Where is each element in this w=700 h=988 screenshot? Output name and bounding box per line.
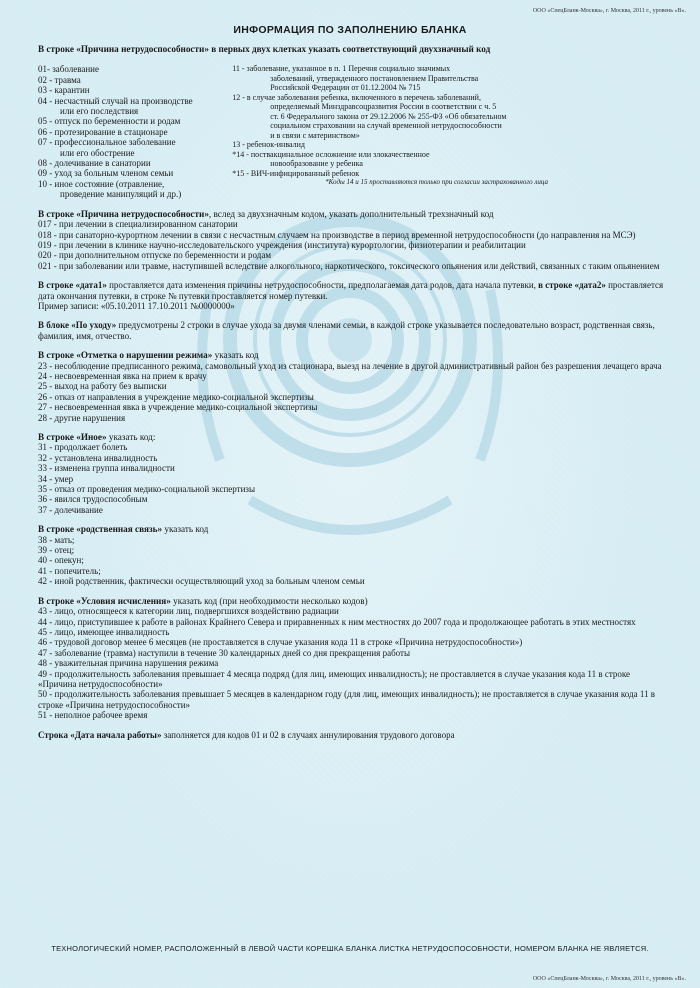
section-relation <box>38 524 668 586</box>
section-heading: В строке «Условия исчисления» указать код (при необходимости несколько кодов) <box>38 595 368 606</box>
reason-codes-left <box>38 64 226 199</box>
code-item: 019 - при лечении в клинике научно-исследовательского учреждения (института) курортологии, физиотерапии и реабилитации <box>38 239 526 250</box>
code-item: 49 - продолжительность заболевания превышает 4 месяца подряд (для лиц, имеющих инвалидность); не проставляется в случае указания кода 11 в строке «Причина нетрудоспособности» <box>38 668 631 689</box>
reason-code-item: 04 - несчастный случай на производстве <box>38 95 193 106</box>
code-item: 020 - при дополнительном отпуске по беременности и родам <box>38 250 272 261</box>
section-other <box>38 432 668 515</box>
printer-note-top: ООО «СпецБланк-Москва», г. Москва, 2011 г., уровень «В». <box>532 8 686 14</box>
code-item: 23 - несоблюдение предписанного режима, самовольный уход из стационара, выезд на лечение в другой административный район без разрешения лечащего врача <box>38 360 662 371</box>
reason-code-item: ст. 6 Федерального закона от 29.12.2006 № 255-ФЗ «Об обязательном <box>270 111 507 121</box>
code-item: 021 - при заболевании или травме, наступившей вследствие алкогольного, наркотического, токсического опьянения или действий, связанных с таким опьянением <box>38 260 660 271</box>
code-item: 48 - уважительная причина нарушения режима <box>38 658 219 669</box>
code-item: 43 - лицо, относящееся к категории лиц, подвергшихся воздействию радиации <box>38 606 339 617</box>
reason-code-item: 01- заболевание <box>38 64 99 75</box>
reason-code-item: 02 - травма <box>38 74 81 85</box>
reason-code-item: проведение манипуляций и др.) <box>60 189 182 200</box>
section-heading: В строке «Иное» указать код: <box>38 432 156 442</box>
reason-code-item: 05 - отпуск по беременности и родам <box>38 116 181 127</box>
reason-code-item: *14 - поствакцинальное осложнение или злокачественное <box>232 149 430 159</box>
code-item: 28 - другие нарушения <box>38 412 126 423</box>
code-item: 34 - умер <box>38 473 74 484</box>
code-item: 31 - продолжает болеть <box>38 442 128 453</box>
codes-footnote: *Коды 14 и 15 проставляются только при согласии застрахованного лица <box>325 178 548 187</box>
section-care: В блоке «По уходу» предусмотрены 2 строки в случае ухода за двумя членами семьи, в каждой строке указывается последовательно возраст, родственная связь, фамилия, имя, отчество. <box>38 320 655 341</box>
code-item: 42 - иной родственник, фактически осуществляющий уход за больным членом семьи <box>38 576 365 587</box>
footer-note: ТЕХНОЛОГИЧЕСКИЙ НОМЕР, РАСПОЛОЖЕННЫЙ В ЛЕВОЙ ЧАСТИ КОРЕШКА БЛАНКА ЛИСТКА НЕТРУДОСПОСОБНОСТИ, НОМЕРОМ БЛАНКА НЕ ЯВЛЯЕТСЯ. <box>51 944 649 953</box>
code-item: 32 - установлена инвалидность <box>38 452 158 463</box>
other-code-list <box>38 442 668 515</box>
code-item: 33 - изменена группа инвалидности <box>38 463 175 474</box>
code-item: 27 - несвоевременная явка в учреждение медико-социальной экспертизы <box>38 402 318 413</box>
section-regime-violation <box>38 350 668 423</box>
reason-code-item: заболеваний, утвержденного постановлением Правительства <box>270 73 479 83</box>
regime-code-list <box>38 361 668 423</box>
reason-code-item: 12 - в случае заболевания ребенка, включенного в перечень заболеваний, <box>232 92 481 102</box>
code-item: 25 - выход на работу без выписки <box>38 381 167 392</box>
code-item: 26 - отказ от направления в учреждение медико-социальной экспертизы <box>38 391 314 402</box>
code-item: 37 - долечивание <box>38 504 103 515</box>
reason-code-item: *15 - ВИЧ-инфицированный ребенок <box>232 168 360 178</box>
reason-code-item: 06 - протезирование в стационаре <box>38 126 168 137</box>
reason-code-item: или его последствия <box>60 106 139 117</box>
code-item: 50 - продолжительность заболевания превышает 5 месяцев в календарном году (для лиц, имеющих инвалидность); не проставляется в случае указания кода 11 в строке «Причина нетрудоспособности» <box>38 689 656 710</box>
reason-code-item: 09 - уход за больным членом семьи <box>38 168 174 179</box>
code-item: 40 - опекун; <box>38 555 84 566</box>
reason-code-item: определяемый Минздравсоцразвития России в соответствии с ч. 5 <box>270 102 497 112</box>
reason-codes-right <box>226 64 668 199</box>
instructions-body <box>38 44 668 749</box>
code-item: 51 - неполное рабочее время <box>38 710 148 721</box>
section-disability-reason <box>38 44 668 200</box>
reason-code-item: 03 - карантин <box>38 85 90 96</box>
reason-code-item: и в связи с материнством» <box>270 130 360 140</box>
section-heading: В строке «Причина нетрудоспособности» в первых двух клетках указать соответствующий двухзначный код <box>38 44 491 54</box>
additional-code-list <box>38 219 668 271</box>
reason-code-item: или его обострение <box>60 147 135 158</box>
reason-code-item: новообразование у ребенка <box>270 159 363 169</box>
code-item: 41 - попечитель; <box>38 565 101 576</box>
section-additional-code <box>38 209 668 271</box>
reason-code-item: социальном страховании на случай временной нетрудоспособности <box>270 121 502 131</box>
reason-code-item: 11 - заболевание, указанное в п. 1 Перечня социально значимых <box>232 64 451 74</box>
example-line: Пример записи: «05.10.2011 17.10.2011 №0000000» <box>38 300 235 311</box>
code-item: 017 - при лечении в специализированном санатории <box>38 219 238 230</box>
code-item: 47 - заболевание (травма) наступили в течение 30 календарных дней со дня прекращения работы <box>38 647 411 658</box>
section-heading: В строке «Причина нетрудоспособности», вслед за двухзначным кодом, указать дополнительный трехзначный код <box>38 208 494 219</box>
reason-code-item: 08 - долечивание в санатории <box>38 158 151 169</box>
code-item: 018 - при санаторно-курортном лечении в связи с несчастным случаем на производстве в период временной нетрудоспособности (до направления на МСЭ) <box>38 229 636 240</box>
section-dates: В строке «дата1» проставляется дата изменения причины нетрудоспособности, предполагаемая дата родов, дата начала путевки, в строке «дата2» проставляется дата окончания путевки, в строке № путевки проставляется номер путевки. Пример записи: «05.10.2011 17.10.2011 №0000000» <box>38 280 668 311</box>
code-item: 24 - несвоевременная явка на прием к врачу <box>38 370 207 381</box>
calc-code-list <box>38 606 668 720</box>
reason-code-item: 10 - иное состояние (отравление, <box>38 178 165 189</box>
section-heading: В строке «родственная связь» указать код <box>38 524 209 535</box>
code-item: 35 - отказ от проведения медико-социальной экспертизы <box>38 484 256 495</box>
code-item: 44 - лицо, приступившее к работе в районах Крайнего Севера и приравненных к ним местностях до 2007 года и продолжающее работать в этих местностях <box>38 616 636 627</box>
code-item: 38 - мать; <box>38 534 75 545</box>
code-item: 39 - отец; <box>38 545 75 556</box>
relation-code-list <box>38 535 668 587</box>
section-calc-conditions <box>38 596 668 721</box>
section-heading: В строке «Отметка о нарушении режима» указать код <box>38 350 259 361</box>
reason-codes-columns <box>38 64 668 199</box>
page-title: ИНФОРМАЦИЯ ПО ЗАПОЛНЕНИЮ БЛАНКА <box>233 24 467 36</box>
code-item: 46 - трудовой договор менее 6 месяцев (не проставляется в случае указания кода 11 в строке «Причина нетрудоспособности») <box>38 637 523 648</box>
printer-note-bottom: ООО «СпецБланк-Москва», г. Москва, 2011 г., уровень «В». <box>532 976 686 982</box>
reason-code-item: Российской Федерации от 01.12.2004 № 715 <box>270 83 421 93</box>
reason-code-item: 13 - ребенок-инвалид <box>232 140 305 150</box>
code-item: 45 - лицо, имеющее инвалидность <box>38 626 170 637</box>
code-item: 36 - явился трудоспособным <box>38 494 148 505</box>
section-work-start: Строка «Дата начала работы» заполняется для кодов 01 и 02 в случаях аннулирования трудового договора <box>38 729 455 740</box>
reason-code-item: 07 - профессиональное заболевание <box>38 137 176 148</box>
